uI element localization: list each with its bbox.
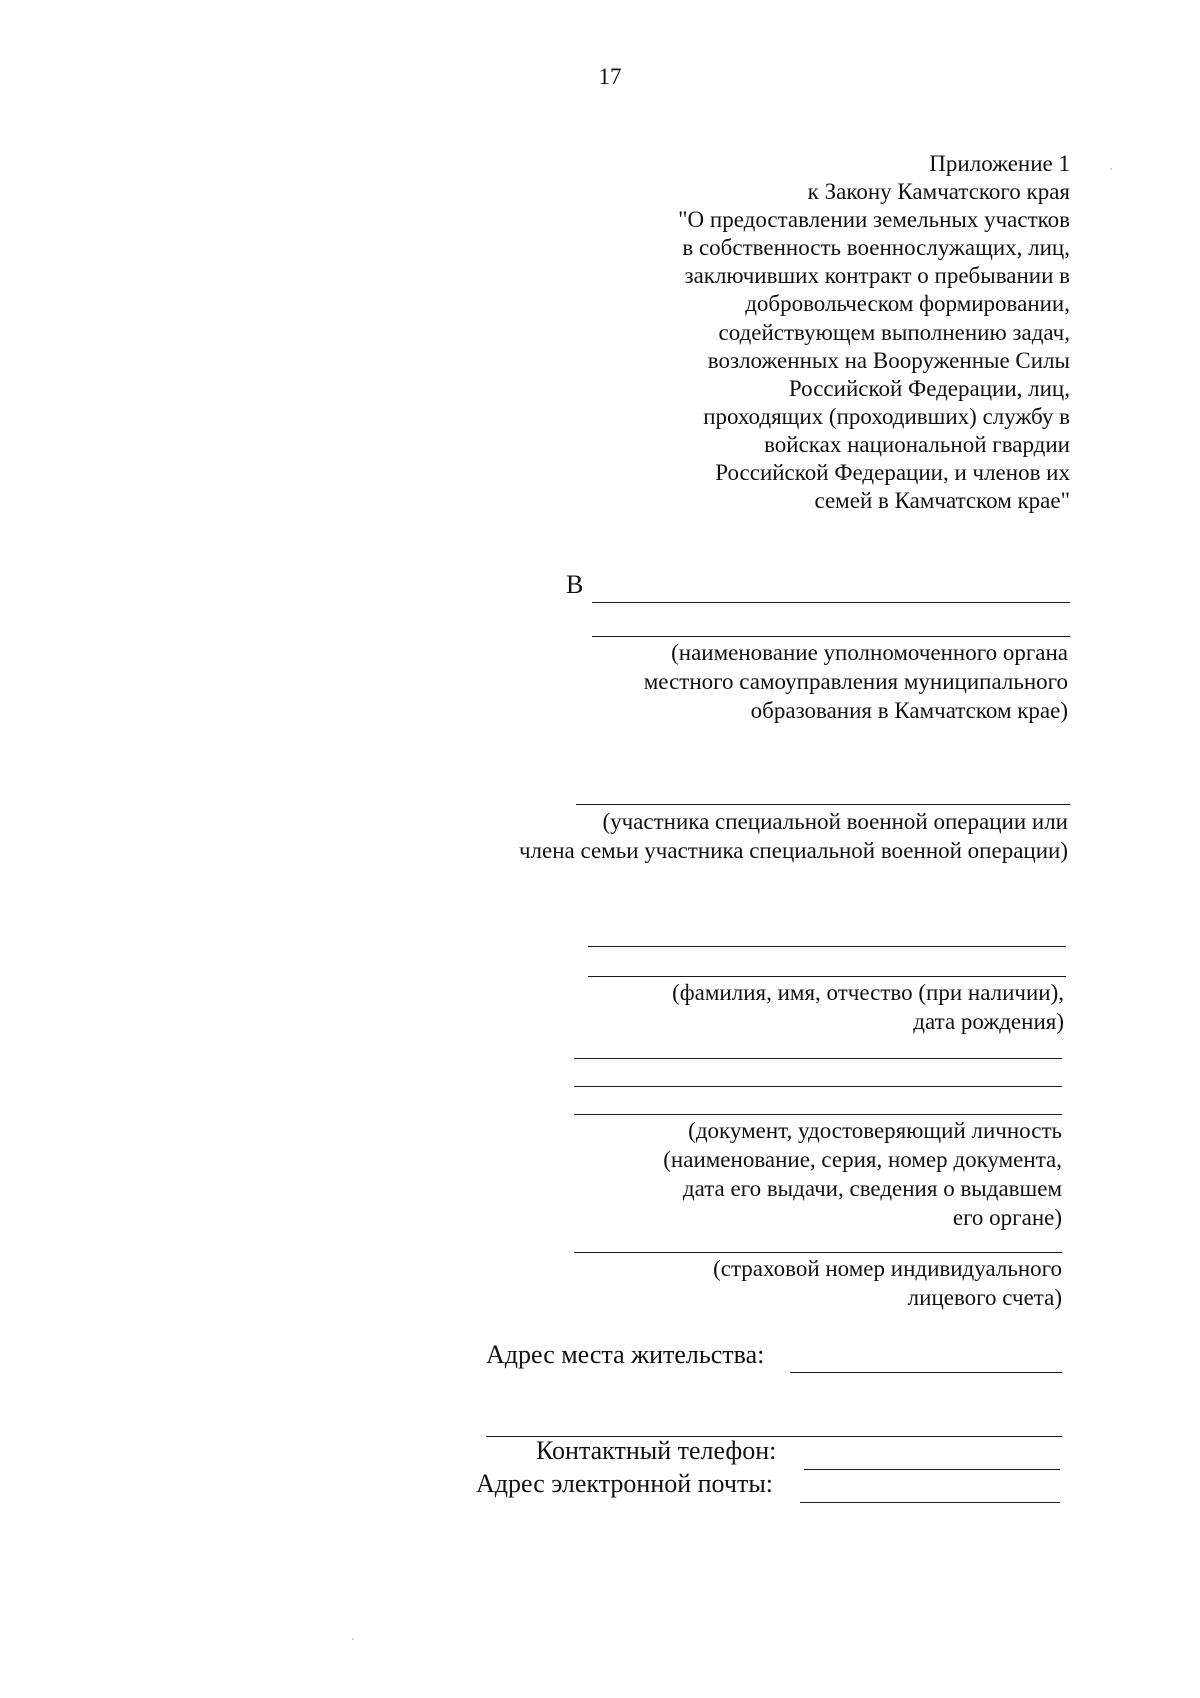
appendix-line: заключивших контракт о пребывании в xyxy=(684,263,1070,289)
scan-speck xyxy=(352,1638,354,1640)
fio-field-line-2[interactable] xyxy=(588,976,1066,977)
to-prefix: В xyxy=(566,570,584,599)
fio-caption-line: дата рождения) xyxy=(913,1009,1064,1034)
authority-caption-line: образования в Камчатском крае) xyxy=(750,698,1068,723)
appendix-line: к Закону Камчатского края xyxy=(807,179,1070,205)
phone-label: Контактный телефон: xyxy=(536,1436,777,1465)
snils-caption-line: лицевого счета) xyxy=(907,1285,1062,1310)
appendix-line: содействующем выполнению задач, xyxy=(718,319,1070,345)
authority-caption-line: (наименование уполномоченного органа xyxy=(671,640,1068,665)
appendix-line: войсках национальной гвардии xyxy=(764,431,1070,457)
scan-speck xyxy=(1110,168,1112,170)
appendix-header xyxy=(550,150,1070,515)
appendix-line: семей в Камчатском крае" xyxy=(814,488,1070,514)
snils-field-line[interactable] xyxy=(574,1252,1062,1253)
participant-caption-line: члена семьи участника специальной военной операции) xyxy=(518,838,1068,863)
document-caption-line: (наименование, серия, номер документа, xyxy=(663,1147,1062,1172)
document-field-line-2[interactable] xyxy=(574,1086,1062,1087)
appendix-line: возложенных на Вооруженные Силы xyxy=(707,347,1070,373)
address-label: Адрес места жительства: xyxy=(486,1340,765,1369)
page-number: 17 xyxy=(598,64,622,89)
appendix-line: Приложение 1 xyxy=(929,151,1070,176)
fio-caption-line: (фамилия, имя, отчество (при наличии), xyxy=(672,980,1064,1005)
phone-field-line[interactable] xyxy=(804,1469,1060,1470)
authority-field-line-2[interactable] xyxy=(592,636,1070,637)
address-field-line-1[interactable] xyxy=(790,1372,1062,1373)
document-caption-line: дата его выдачи, сведения о выдавшем xyxy=(682,1176,1062,1201)
authority-field-line-1[interactable] xyxy=(592,602,1070,603)
appendix-line: проходящих (проходивших) службу в xyxy=(703,403,1070,429)
email-label: Адрес электронной почты: xyxy=(476,1469,774,1498)
snils-caption-line: (страховой номер индивидуального xyxy=(713,1256,1062,1281)
document-caption-line: его органе) xyxy=(952,1205,1062,1230)
document-field-line-1[interactable] xyxy=(574,1058,1062,1059)
appendix-line: в собственность военнослужащих, лиц, xyxy=(682,235,1070,261)
appendix-line: добровольческом формировании, xyxy=(745,291,1070,317)
document-caption-line: (документ, удостоверяющий личность xyxy=(688,1118,1062,1143)
appendix-line: Российской Федерации, и членов их xyxy=(715,460,1070,486)
appendix-line: Российской Федерации, лиц, xyxy=(788,375,1070,401)
email-field-line[interactable] xyxy=(800,1502,1060,1503)
appendix-line: "О предоставлении земельных участков xyxy=(678,207,1070,233)
fio-field-line-1[interactable] xyxy=(588,946,1066,947)
document-field-line-3[interactable] xyxy=(574,1114,1062,1115)
authority-caption-line: местного самоуправления муниципального xyxy=(643,669,1068,694)
participant-field-line[interactable] xyxy=(576,804,1070,805)
participant-caption-line: (участника специальной военной операции или xyxy=(602,809,1068,834)
